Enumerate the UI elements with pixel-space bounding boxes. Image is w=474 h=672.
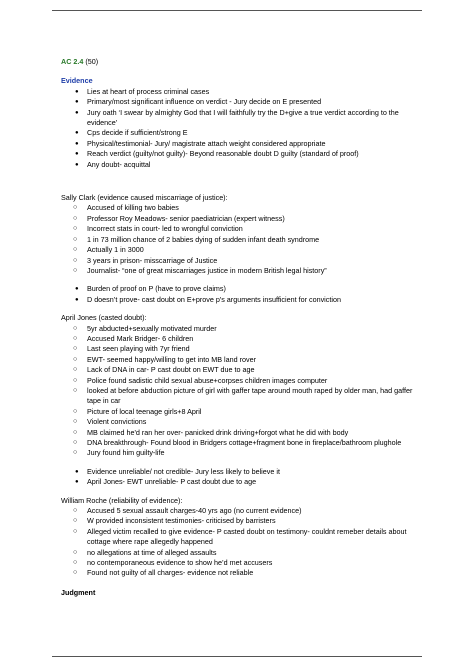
list-item: ○ Last seen playing with 7yr friend	[61, 344, 423, 354]
list-item: ● D doesn’t prove- cast doubt on E+prove p's arguments insufficient for conviction	[61, 295, 423, 305]
ac-label: AC 2.4	[61, 57, 84, 66]
list-item: ● Burden of proof on P (have to prove claims)	[61, 284, 423, 294]
list-item: ○ Police found sadistic child sexual abuse+corpses children images computer	[61, 376, 423, 386]
april-jones-list	[61, 324, 423, 459]
list-item: ● April Jones- EWT unreliable- P cast doubt due to age	[61, 477, 423, 487]
list-item: ○ Incorrect stats in court- led to wrongful conviction	[61, 224, 423, 234]
ac-heading	[61, 57, 423, 67]
sally-clark-bullets	[61, 284, 423, 305]
list-item: ● Lies at heart of process criminal cases	[61, 87, 423, 97]
list-item: ○ Jury found him guilty-life	[61, 448, 423, 458]
list-item: ○ 1 in 73 million chance of 2 babies dying of sudden infant death syndrome	[61, 235, 423, 245]
list-item: ○ Alleged victim recalled to give evidence- P casted doubt on testimony- couldnt remeber details about cottage where rape allegedly happened	[61, 527, 423, 548]
list-item: ○ 3 years in prison- misscarriage of Justice	[61, 256, 423, 266]
evidence-list	[61, 87, 423, 170]
list-item: ○ Found not guilty of all charges- evidence not reliable	[61, 568, 423, 578]
spacer	[61, 488, 423, 496]
list-item: ○ looked at before abduction picture of girl with gaffer tape around mouth raped by older man, had gaffer tape in car	[61, 386, 423, 407]
sally-clark-list	[61, 203, 423, 276]
ac-count: (50)	[83, 57, 99, 66]
judgment-heading: Judgment	[61, 587, 96, 597]
sally-clark-heading: Sally Clark (evidence caused miscarriage of justice):	[61, 193, 228, 203]
list-item: ● Reach verdict (guilty/not guilty)- Beyond reasonable doubt D guilty (standard of proof)	[61, 149, 423, 159]
list-item: ● Cps decide if sufficient/strong E	[61, 128, 423, 138]
list-item: ○ Picture of local teenage girls+8 April	[61, 407, 423, 417]
list-item: ○ Accused Mark Bridger- 6 children	[61, 334, 423, 344]
list-item: ○ no allegations at time of alleged assaults	[61, 548, 423, 558]
list-item: ○ no contemporaneous evidence to show he’d met accusers	[61, 558, 423, 568]
spacer	[61, 305, 423, 313]
list-item: ● Physical/testimonial- Jury/ magistrate attach weight considered appropriate	[61, 139, 423, 149]
document-body	[61, 57, 423, 598]
april-jones-bullets	[61, 467, 423, 488]
evidence-heading: Evidence	[61, 76, 93, 86]
spacer	[61, 459, 423, 467]
list-item: ○ 5yr abducted+sexually motivated murder	[61, 324, 423, 334]
bottom-divider	[52, 656, 422, 657]
list-item: ○ Accused 5 sexual assault charges-40 yrs ago (no current evidence)	[61, 506, 423, 516]
william-roche-list	[61, 506, 423, 579]
list-item: ○ Violent convictions	[61, 417, 423, 427]
list-item: ○ W provided inconsistent testimonies- criticised by barristers	[61, 516, 423, 526]
list-item: ○ Lack of DNA in car- P cast doubt on EWT due to age	[61, 365, 423, 375]
list-item: ○ Professor Roy Meadows- senior paediatrician (expert witness)	[61, 214, 423, 224]
spacer	[61, 170, 423, 193]
list-item: ○ MB claimed he'd ran her over- panicked drink driving+forgot what he did with body	[61, 428, 423, 438]
list-item: ○ DNA breakthrough- Found blood in Bridgers cottage+fragment bone in fireplace/bathroom plughole	[61, 438, 423, 448]
list-item: ● Any doubt- acquittal	[61, 160, 423, 170]
list-item: ○ EWT- seemed happy/willing to get into MB land rover	[61, 355, 423, 365]
list-item: ○ Accused of killing two babies	[61, 203, 423, 213]
list-item: ○ Journalist- “one of great miscarriages justice in modern British legal history”	[61, 266, 423, 276]
april-jones-heading: April Jones (casted doubt):	[61, 313, 147, 323]
list-item: ● Evidence unreliable/ not credible- Jury less likely to believe it	[61, 467, 423, 477]
top-divider	[52, 10, 422, 11]
list-item: ● Jury oath ‘I swear by almighty God that I will faithfully try the D+give a true verdict according to the evidence’	[61, 108, 423, 129]
spacer	[61, 276, 423, 284]
list-item: ● Primary/most significant influence on verdict - Jury decide on E presented	[61, 97, 423, 107]
william-roche-heading: William Roche (reliability of evidence):	[61, 495, 183, 505]
list-item: ○ Actually 1 in 3000	[61, 245, 423, 255]
